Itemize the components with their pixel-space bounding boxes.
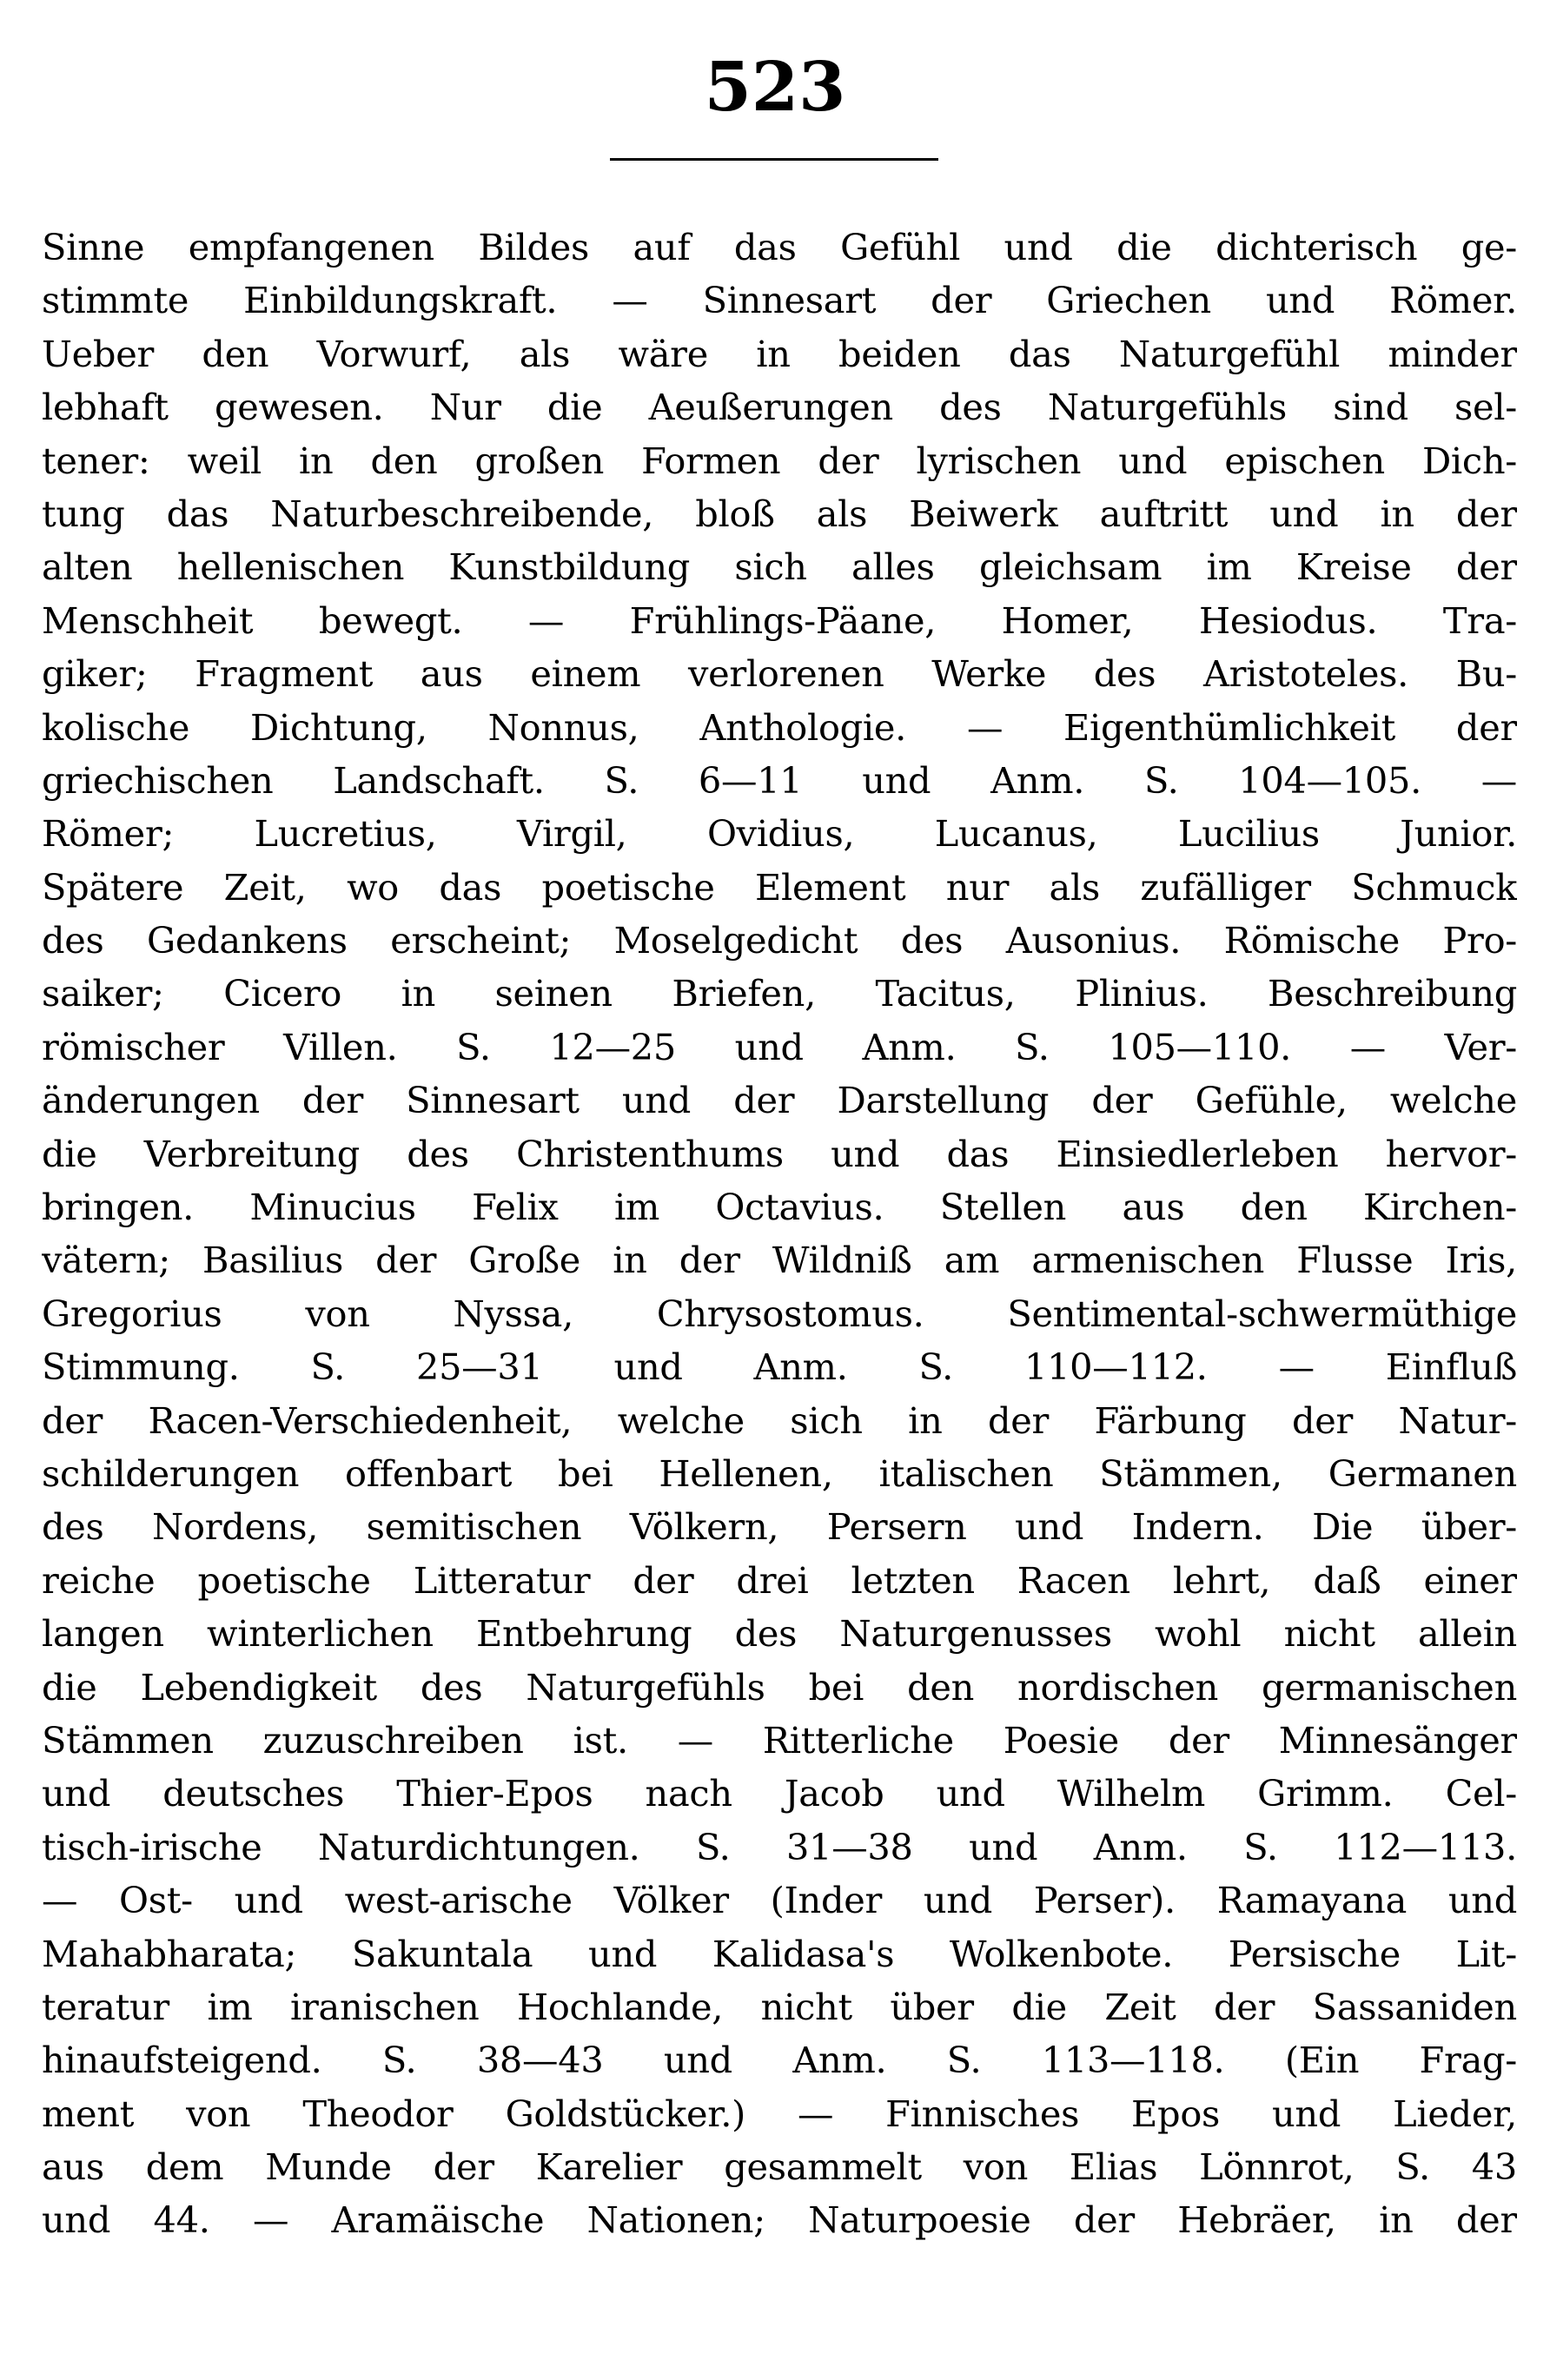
text-line: Römer; Lucretius, Virgil, Ovidius, Lucanus, Lucilius Junior. — [42, 812, 1517, 856]
page-number: 523 — [704, 48, 846, 127]
text-line: langen winterlichen Entbehrung des Naturgenusses wohl nicht allein — [42, 1612, 1517, 1656]
text-line: teratur im iranischen Hochlande, nicht über die Zeit der Sassaniden — [42, 1985, 1517, 2028]
text-line: und deutsches Thier-Epos nach Jacob und Wilhelm Grimm. Cel- — [42, 1772, 1517, 1815]
text-line: griechischen Landschaft. S. 6—11 und Anm. S. 104—105. — — [42, 758, 1517, 802]
text-line: Mahabharata; Sakuntala und Kalidasa's Wolkenbote. Persische Lit- — [42, 1932, 1517, 1975]
text-line: Stimmung. S. 25—31 und Anm. S. 110—112. — Einfluß — [42, 1345, 1517, 1389]
text-line: Gregorius von Nyssa, Chrysostomus. Sentimental-schwermüthige — [42, 1292, 1517, 1335]
body-text — [42, 221, 1517, 2247]
text-line: Menschheit bewegt. — Frühlings-Päane, Homer, Hesiodus. Tra- — [42, 598, 1517, 642]
text-line: die Verbreitung des Christenthums und das Einsiedlerleben hervor- — [42, 1132, 1517, 1175]
text-line: der Racen-Verschiedenheit, welche sich in der Färbung der Natur- — [42, 1398, 1517, 1442]
text-line: bringen. Minucius Felix im Octavius. Stellen aus den Kirchen- — [42, 1186, 1517, 1229]
header-rule — [610, 158, 938, 161]
text-line: hinaufsteigend. S. 38—43 und Anm. S. 113—118. (Ein Frag- — [42, 2039, 1517, 2082]
text-line: römischer Villen. S. 12—25 und Anm. S. 105—110. — Ver- — [42, 1025, 1517, 1068]
text-line: die Lebendigkeit des Naturgefühls bei den nordischen germanischen — [42, 1665, 1517, 1709]
text-line: reiche poetische Litteratur der drei letzten Racen lehrt, daß einer — [42, 1558, 1517, 1602]
text-line: und 44. — Aramäische Nationen; Naturpoesie der Hebräer, in der — [42, 2198, 1517, 2242]
text-line: — Ost- und west-arische Völker (Inder und Perser). Ramayana und — [42, 1879, 1517, 1922]
text-line: saiker; Cicero in seinen Briefen, Tacitus, Plinius. Beschreibung — [42, 972, 1517, 1015]
text-line: tung das Naturbeschreibende, bloß als Beiwerk auftritt und in der — [42, 492, 1517, 535]
text-line: änderungen der Sinnesart und der Darstellung der Gefühle, welche — [42, 1079, 1517, 1122]
text-line: vätern; Basilius der Große in der Wildniß am armenischen Flusse Iris, — [42, 1239, 1517, 1282]
text-line: kolische Dichtung, Nonnus, Anthologie. — Eigenthümlichkeit der — [42, 705, 1517, 749]
text-line: lebhaft gewesen. Nur die Aeußerungen des Naturgefühls sind sel- — [42, 386, 1517, 429]
text-line: des Nordens, semitischen Völkern, Persern und Indern. Die über- — [42, 1505, 1517, 1549]
text-line: Stämmen zuzuschreiben ist. — Ritterliche Poesie der Minnesänger — [42, 1718, 1517, 1762]
text-line: aus dem Munde der Karelier gesammelt von Elias Lönnrot, S. 43 — [42, 2145, 1517, 2189]
text-line: tener: weil in den großen Formen der lyrischen und epischen Dich- — [42, 439, 1517, 482]
text-line: Ueber den Vorwurf, als wäre in beiden das Naturgefühl minder — [42, 332, 1517, 375]
text-line: alten hellenischen Kunstbildung sich alles gleichsam im Kreise der — [42, 545, 1517, 589]
text-line: Spätere Zeit, wo das poetische Element nur als zufälliger Schmuck — [42, 865, 1517, 909]
text-line: tisch-irische Naturdichtungen. S. 31—38 und Anm. S. 112—113. — [42, 1825, 1517, 1868]
text-line: Sinne empfangenen Bildes auf das Gefühl und die dichterisch ge- — [42, 226, 1517, 268]
text-line: giker; Fragment aus einem verlorenen Werke des Aristoteles. Bu- — [42, 652, 1517, 696]
text-line: ment von Theodor Goldstücker.) — Finnisches Epos und Lieder, — [42, 2092, 1517, 2135]
text-line: stimmte Einbildungskraft. — Sinnesart der Griechen und Römer. — [42, 279, 1517, 322]
text-line: des Gedankens erscheint; Moselgedicht des Ausonius. Römische Pro- — [42, 919, 1517, 962]
text-line: schilderungen offenbart bei Hellenen, italischen Stämmen, Germanen — [42, 1451, 1517, 1495]
